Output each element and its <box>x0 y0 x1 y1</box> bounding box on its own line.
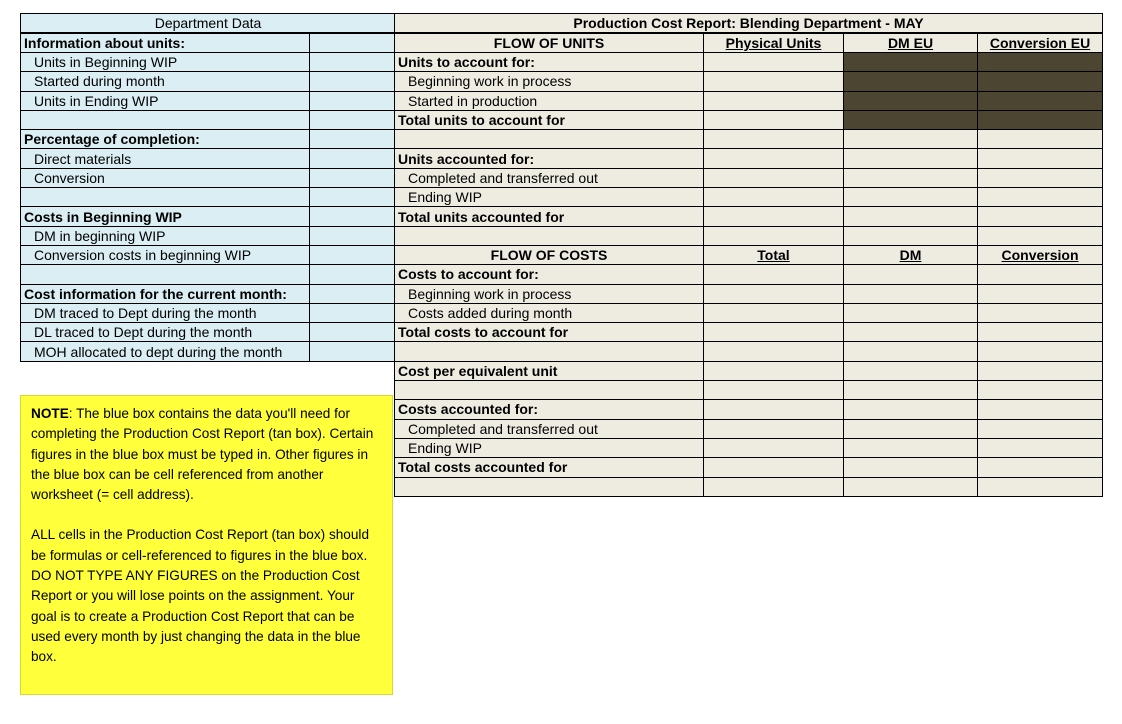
note-label: NOTE <box>31 406 69 421</box>
report-value-cell[interactable] <box>704 284 844 303</box>
dept-value-cell[interactable] <box>310 149 396 168</box>
report-value-cell[interactable] <box>844 477 978 496</box>
report-label-cell[interactable]: Ending WIP <box>395 188 704 207</box>
report-value-cell[interactable] <box>978 477 1103 496</box>
dept-label-cell[interactable]: Cost information for the current month: <box>21 284 310 303</box>
report-value-cell[interactable] <box>844 400 978 419</box>
dept-row <box>21 245 396 264</box>
dept-label-cell[interactable]: DM in beginning WIP <box>21 226 310 245</box>
report-row <box>395 53 1103 72</box>
report-row <box>395 245 1103 264</box>
production-cost-report-table <box>394 13 1103 497</box>
dept-row <box>21 149 396 168</box>
dept-label-cell[interactable]: MOH allocated to dept during the month <box>21 342 310 361</box>
report-row <box>395 342 1103 361</box>
report-value-cell[interactable] <box>704 207 844 226</box>
report-row <box>395 207 1103 226</box>
report-value-cell[interactable] <box>844 72 978 91</box>
report-label-cell[interactable]: Ending WIP <box>395 438 704 457</box>
dept-row <box>21 168 396 187</box>
note-text-1: : The blue box contains the data you'll need for completing the Production Cost Report (tan box). Certain figures in the blue box must be typed in. Other figures in the blue box can be cell referenced from another worksheet (= cell address). <box>31 406 374 503</box>
dept-label-cell[interactable]: Started during month <box>21 72 310 91</box>
dept-value-cell[interactable] <box>310 130 396 149</box>
dept-header[interactable]: Department Data <box>21 14 396 34</box>
dept-value-cell[interactable] <box>310 33 396 53</box>
dept-row <box>21 303 396 322</box>
report-row <box>395 168 1103 187</box>
report-value-cell[interactable] <box>844 361 978 380</box>
report-value-cell[interactable] <box>978 72 1103 91</box>
report-value-cell[interactable] <box>978 226 1103 245</box>
report-row <box>395 72 1103 91</box>
dept-row <box>21 72 396 91</box>
report-value-cell[interactable] <box>844 130 978 149</box>
report-row <box>395 361 1103 380</box>
report-column-header[interactable]: DM <box>844 245 978 264</box>
dept-value-cell[interactable] <box>310 284 396 303</box>
report-label-cell[interactable] <box>395 477 704 496</box>
report-label-cell[interactable]: Beginning work in process <box>395 284 704 303</box>
report-title[interactable]: Production Cost Report: Blending Department - MAY <box>395 14 1103 34</box>
report-value-cell[interactable] <box>844 323 978 342</box>
dept-row <box>21 130 396 149</box>
report-row <box>395 265 1103 284</box>
report-row <box>395 303 1103 322</box>
report-value-cell[interactable] <box>978 130 1103 149</box>
dept-label-cell[interactable]: DL traced to Dept during the month <box>21 323 310 342</box>
dept-label-cell[interactable]: DM traced to Dept during the month <box>21 303 310 322</box>
dept-row <box>21 33 396 53</box>
dept-label-cell[interactable]: Units in Beginning WIP <box>21 53 310 72</box>
report-value-cell[interactable] <box>978 342 1103 361</box>
dept-label-cell[interactable] <box>21 188 310 207</box>
report-value-cell[interactable] <box>704 419 844 438</box>
dept-label-cell[interactable]: Costs in Beginning WIP <box>21 207 310 226</box>
dept-value-cell[interactable] <box>310 245 396 264</box>
note-paragraph-1 <box>31 404 382 505</box>
dept-value-cell[interactable] <box>310 53 396 72</box>
report-label-cell[interactable]: Costs accounted for: <box>395 400 704 419</box>
dept-label-cell[interactable]: Units in Ending WIP <box>21 91 310 110</box>
report-row <box>395 458 1103 477</box>
report-value-cell[interactable] <box>844 303 978 322</box>
report-value-cell[interactable] <box>978 303 1103 322</box>
report-value-cell[interactable] <box>704 149 844 168</box>
report-value-cell[interactable] <box>704 361 844 380</box>
report-column-header[interactable]: Physical Units <box>704 33 844 53</box>
report-value-cell[interactable] <box>978 110 1103 129</box>
dept-value-cell[interactable] <box>310 303 396 322</box>
dept-row <box>21 91 396 110</box>
report-label-cell[interactable] <box>395 342 704 361</box>
report-label-cell[interactable]: Costs added during month <box>395 303 704 322</box>
report-value-cell[interactable] <box>704 72 844 91</box>
dept-row <box>21 323 396 342</box>
dept-value-cell[interactable] <box>310 226 396 245</box>
report-value-cell[interactable] <box>978 168 1103 187</box>
report-value-cell[interactable] <box>844 188 978 207</box>
report-label-cell[interactable]: Total costs accounted for <box>395 458 704 477</box>
report-value-cell[interactable] <box>704 400 844 419</box>
report-value-cell[interactable] <box>844 91 978 110</box>
report-label-cell[interactable]: Total units accounted for <box>395 207 704 226</box>
report-value-cell[interactable] <box>704 265 844 284</box>
report-label-cell[interactable]: Cost per equivalent unit <box>395 361 704 380</box>
dept-label-cell[interactable] <box>21 110 310 129</box>
report-value-cell[interactable] <box>844 168 978 187</box>
note-paragraph-2: ALL cells in the Production Cost Report (tan box) should be formulas or cell-referenced to figures in the blue box. DO NOT TYPE ANY FIGURES on the Production Cost Report or you will lose points on the assignment. Your goal is to create a Production Cost Report that can be used every month by just changing the data in the blue box. <box>31 527 370 665</box>
dept-value-cell[interactable] <box>310 323 396 342</box>
report-row <box>395 400 1103 419</box>
dept-value-cell[interactable] <box>310 342 396 361</box>
report-value-cell[interactable] <box>844 149 978 168</box>
report-section-header[interactable]: FLOW OF COSTS <box>395 245 704 264</box>
report-label-cell[interactable] <box>395 130 704 149</box>
note-box <box>20 395 393 695</box>
department-data-table <box>20 13 396 362</box>
report-row <box>395 188 1103 207</box>
dept-header-row <box>21 14 396 34</box>
dept-label-cell[interactable]: Conversion <box>21 168 310 187</box>
report-row <box>395 419 1103 438</box>
report-value-cell[interactable] <box>978 400 1103 419</box>
report-value-cell[interactable] <box>704 168 844 187</box>
dept-row <box>21 53 396 72</box>
report-row <box>395 323 1103 342</box>
dept-row <box>21 207 396 226</box>
report-value-cell[interactable] <box>978 53 1103 72</box>
report-value-cell[interactable] <box>704 342 844 361</box>
report-value-cell[interactable] <box>978 265 1103 284</box>
report-label-cell[interactable]: Total units to account for <box>395 110 704 129</box>
report-value-cell[interactable] <box>844 381 978 400</box>
report-row <box>395 33 1103 53</box>
report-value-cell[interactable] <box>704 130 844 149</box>
report-value-cell[interactable] <box>844 207 978 226</box>
dept-value-cell[interactable] <box>310 72 396 91</box>
report-label-cell[interactable]: Started in production <box>395 91 704 110</box>
dept-value-cell[interactable] <box>310 168 396 187</box>
report-column-header[interactable]: Conversion <box>978 245 1103 264</box>
report-value-cell[interactable] <box>978 438 1103 457</box>
report-row <box>395 381 1103 400</box>
dept-row <box>21 226 396 245</box>
dept-label-cell[interactable]: Information about units: <box>21 33 310 53</box>
report-row <box>395 438 1103 457</box>
report-value-cell[interactable] <box>844 226 978 245</box>
report-row <box>395 284 1103 303</box>
report-label-cell[interactable] <box>395 381 704 400</box>
report-value-cell[interactable] <box>978 149 1103 168</box>
report-label-cell[interactable] <box>395 226 704 245</box>
dept-label-cell[interactable] <box>21 265 310 284</box>
report-value-cell[interactable] <box>844 438 978 457</box>
report-column-header[interactable]: Total <box>704 245 844 264</box>
report-value-cell[interactable] <box>844 110 978 129</box>
report-label-cell[interactable]: Units accounted for: <box>395 149 704 168</box>
dept-label-cell[interactable]: Percentage of completion: <box>21 130 310 149</box>
report-column-header[interactable]: DM EU <box>844 33 978 53</box>
dept-value-cell[interactable] <box>310 110 396 129</box>
report-row <box>395 91 1103 110</box>
dept-row <box>21 284 396 303</box>
report-value-cell[interactable] <box>704 53 844 72</box>
report-value-cell[interactable] <box>844 53 978 72</box>
dept-label-cell[interactable]: Direct materials <box>21 149 310 168</box>
report-value-cell[interactable] <box>704 110 844 129</box>
report-value-cell[interactable] <box>704 381 844 400</box>
report-value-cell[interactable] <box>704 226 844 245</box>
report-value-cell[interactable] <box>978 91 1103 110</box>
report-value-cell[interactable] <box>844 342 978 361</box>
dept-value-cell[interactable] <box>310 265 396 284</box>
report-value-cell[interactable] <box>978 419 1103 438</box>
report-column-header[interactable]: Conversion EU <box>978 33 1103 53</box>
report-value-cell[interactable] <box>704 323 844 342</box>
dept-value-cell[interactable] <box>310 188 396 207</box>
dept-value-cell[interactable] <box>310 91 396 110</box>
report-row <box>395 477 1103 496</box>
report-row <box>395 149 1103 168</box>
report-value-cell[interactable] <box>704 188 844 207</box>
report-section-header[interactable]: FLOW OF UNITS <box>395 33 704 53</box>
report-value-cell[interactable] <box>978 361 1103 380</box>
report-value-cell[interactable] <box>978 381 1103 400</box>
report-value-cell[interactable] <box>704 91 844 110</box>
report-value-cell[interactable] <box>704 438 844 457</box>
report-row <box>395 130 1103 149</box>
dept-label-cell[interactable]: Conversion costs in beginning WIP <box>21 245 310 264</box>
dept-row <box>21 110 396 129</box>
report-value-cell[interactable] <box>978 458 1103 477</box>
report-label-cell[interactable]: Units to account for: <box>395 53 704 72</box>
report-label-cell[interactable]: Beginning work in process <box>395 72 704 91</box>
report-value-cell[interactable] <box>844 419 978 438</box>
dept-row <box>21 265 396 284</box>
report-row <box>395 110 1103 129</box>
dept-value-cell[interactable] <box>310 207 396 226</box>
report-value-cell[interactable] <box>844 458 978 477</box>
dept-row <box>21 188 396 207</box>
report-value-cell[interactable] <box>978 188 1103 207</box>
report-value-cell[interactable] <box>704 477 844 496</box>
dept-row <box>21 342 396 361</box>
report-value-cell[interactable] <box>704 458 844 477</box>
report-value-cell[interactable] <box>978 284 1103 303</box>
report-value-cell[interactable] <box>844 265 978 284</box>
report-label-cell[interactable]: Completed and transferred out <box>395 419 704 438</box>
report-label-cell[interactable]: Completed and transferred out <box>395 168 704 187</box>
report-value-cell[interactable] <box>978 323 1103 342</box>
report-value-cell[interactable] <box>844 284 978 303</box>
report-row <box>395 226 1103 245</box>
report-value-cell[interactable] <box>978 207 1103 226</box>
report-label-cell[interactable]: Total costs to account for <box>395 323 704 342</box>
report-value-cell[interactable] <box>704 303 844 322</box>
report-label-cell[interactable]: Costs to account for: <box>395 265 704 284</box>
